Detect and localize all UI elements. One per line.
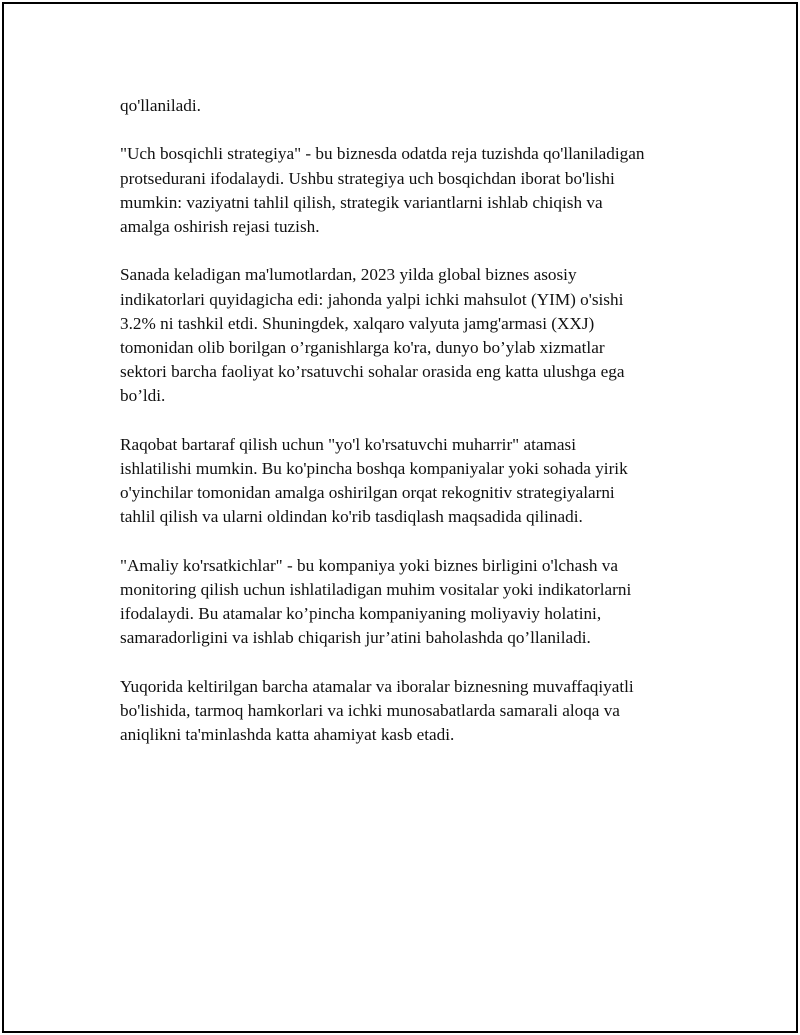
- text-line: ishlatilishi mumkin. Bu ko'pincha boshqa kompaniyalar yoki sohada yirik: [120, 459, 628, 478]
- text-line: bo'lishida, tarmoq hamkorlari va ichki munosabatlarda samarali aloqa va: [120, 701, 620, 720]
- paragraph-continuation: [120, 94, 710, 118]
- document-page: [2, 2, 798, 1033]
- text-line: "Uch bosqichli strategiya" - bu biznesda odatda reja tuzishda qo'llaniladigan: [120, 144, 645, 164]
- text-line: amalga oshirish rejasi tuzish.: [120, 217, 320, 236]
- text-line: bo’ldi.: [120, 386, 166, 406]
- text-line: Raqobat bartaraf qilish uchun "yo'l ko'rsatuvchi muharrir" atamasi: [120, 434, 576, 454]
- paragraph-practical-indicators: [120, 554, 710, 651]
- text-line: indikatorlari quyidagicha edi: jahonda yalpi ichki mahsulot (YIM) o'sishi: [120, 289, 624, 309]
- text-line: Sanada keladigan ma'lumotlardan, 2023 yilda global biznes asosiy: [120, 265, 577, 285]
- text-line: "Amaliy ko'rsatkichlar" - bu kompaniya yoki biznes birligini o'lchash va: [120, 555, 619, 575]
- text-line: mumkin: vaziyatni tahlil qilish, strategik variantlarni ishlab chiqish va: [120, 192, 603, 212]
- text-line: tahlil qilish va ularni oldindan ko'rib tasdiqlash maqsadida qilinadi.: [120, 507, 583, 527]
- text-line: o'yinchilar tomonidan amalga oshirilgan orqat rekognitiv strategiyalarni: [120, 483, 615, 503]
- text-line: Yuqorida keltirilgan barcha atamalar va iboralar biznesning muvaffaqiyatli: [120, 676, 634, 696]
- paragraph-global-indicators: [120, 263, 710, 408]
- paragraph-conclusion: [120, 675, 710, 748]
- paragraph-three-stage-strategy: [120, 142, 710, 239]
- document-body: [120, 94, 710, 772]
- text-line: samaradorligini va ishlab chiqarish jur’atini baholashda qo’llaniladi.: [120, 628, 591, 648]
- paragraph-competition: [120, 433, 710, 530]
- text-line: monitoring qilish uchun ishlatiladigan muhim vositalar yoki indikatorlarni: [120, 580, 632, 599]
- text-line: qo'llaniladi.: [120, 96, 201, 115]
- text-line: tomonidan olib borilgan o’rganishlarga ko'ra, dunyo bo’ylab xizmatlar: [120, 338, 605, 357]
- text-line: sektori barcha faoliyat ko’rsatuvchi sohalar orasida eng katta ulushga ega: [120, 362, 625, 382]
- text-line: aniqlikni ta'minlashda katta ahamiyat kasb etadi.: [120, 725, 455, 745]
- text-line: protsedurani ifodalaydi. Ushbu strategiya uch bosqichdan iborat bo'lishi: [120, 168, 615, 188]
- text-line: 3.2% ni tashkil etdi. Shuningdek, xalqaro valyuta jamg'armasi (XXJ): [120, 313, 595, 333]
- text-line: ifodalaydi. Bu atamalar ko’pincha kompaniyaning moliyaviy holatini,: [120, 604, 602, 624]
